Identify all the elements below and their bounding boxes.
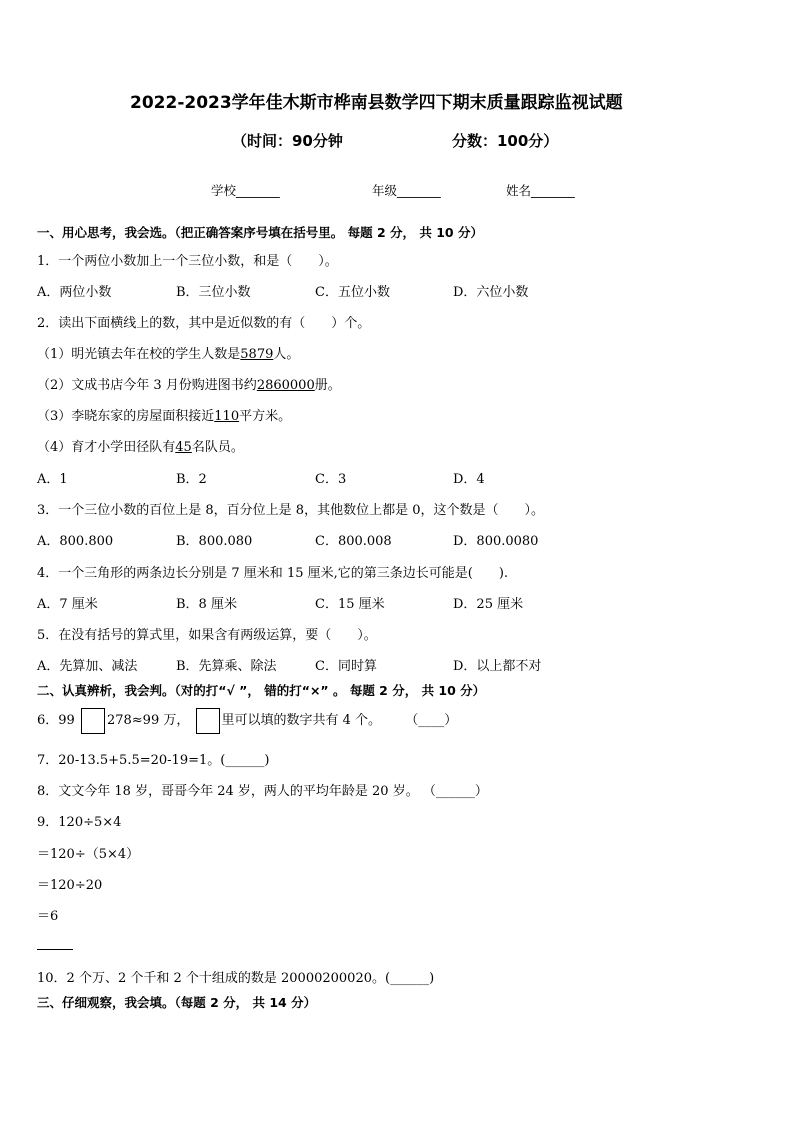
q9-step-1: ＝120÷（5×4）	[37, 847, 140, 862]
exam-time: （时间：90分钟	[232, 132, 343, 150]
q1-option-b: B．三位小数	[176, 285, 251, 300]
school-field: 学校_______	[211, 183, 280, 198]
q6-text-middle: 278≈99 万，	[106, 713, 190, 728]
q2-option-a: A．1	[37, 472, 68, 487]
q2-item-3-text: （3）李晓东家的房屋面积接近	[37, 409, 215, 424]
q3-option-a: A．800.800	[37, 534, 114, 549]
q3-option-c: C．800.008	[315, 534, 392, 549]
q1-option-a: A．两位小数	[37, 285, 112, 300]
page-title: 2022-2023学年佳木斯市桦南县数学四下期末质量跟踪监视试题	[130, 93, 623, 113]
q2-item-3	[37, 405, 291, 424]
q2-item-2-text: （2）文成书店今年 3 月份购进图书约	[37, 378, 257, 393]
question-5: 5．在没有括号的算式里，如果含有两级运算，要（ ）。	[37, 628, 377, 643]
q1-option-d: D．六位小数	[453, 285, 529, 300]
q2-option-b: B．2	[176, 472, 207, 487]
question-6	[37, 707, 457, 735]
q6-answer-box-ref	[196, 708, 220, 734]
question-9: 9．120÷5×4	[37, 815, 122, 830]
question-10: 10．2 个万、2 个千和 2 个十组成的数是 20000200020。(______)	[37, 971, 435, 986]
question-3: 3．一个三位小数的百位上是 8，百分位上是 8，其他数位上都是 0，这个数是（ ）。	[37, 503, 544, 518]
q5-option-a: A．先算加、减法	[37, 659, 138, 674]
q6-text-start: 6．99	[37, 713, 75, 728]
exam-score: 分数：100分）	[452, 132, 559, 150]
q2-item-1-text: （1）明光镇去年在校的学生人数是	[37, 347, 241, 362]
q2-item-2-number: 2860000	[256, 378, 315, 393]
grade-field: 年级_______	[372, 183, 441, 198]
q4-option-a: A．7 厘米	[37, 597, 98, 612]
q4-option-d: D．25 厘米	[453, 597, 524, 612]
q5-option-b: B．先算乘、除法	[176, 659, 277, 674]
question-1: 1．一个两位小数加上一个三位小数，和是（ ）。	[37, 254, 338, 269]
section-1-heading: 一、用心思考，我会选。（把正确答案序号填在括号里。 每题 2 分， 共 10 分）	[37, 225, 483, 240]
q2-option-c: C．3	[315, 472, 347, 487]
section-3-heading: 三、仔细观察，我会填。（每题 2 分， 共 14 分）	[37, 995, 317, 1010]
q2-item-1-tail: 人。	[273, 347, 300, 362]
q3-option-d: D．800.0080	[453, 534, 539, 549]
question-4: 4．一个三角形的两条边长分别是 7 厘米和 15 厘米,它的第三条边长可能是( ).	[37, 566, 509, 581]
q1-option-c: C．五位小数	[315, 285, 390, 300]
q2-item-3-tail: 平方米。	[239, 409, 292, 424]
q2-item-4-tail: 名队员。	[191, 440, 244, 455]
question-7: 7．20-13.5+5.5=20-19=1。(______)	[37, 753, 270, 768]
q9-step-3: ＝6	[37, 909, 59, 924]
question-8: 8．文文今年 18 岁，哥哥今年 24 岁，两人的平均年龄是 20 岁。 （______）	[37, 784, 488, 799]
q2-item-4	[37, 436, 244, 455]
q2-item-3-number: 110	[214, 409, 240, 424]
q4-option-b: B．8 厘米	[176, 597, 237, 612]
q2-option-d: D．4	[453, 472, 485, 487]
section-2-heading: 二、认真辨析，我会判。（对的打“√ ”， 错的打“×” 。 每题 2 分， 共 10 分）	[37, 683, 486, 698]
q2-item-1-number: 5879	[240, 347, 274, 362]
q5-option-c: C．同时算	[315, 659, 377, 674]
q9-answer-line	[37, 949, 73, 950]
q6-text-end: 里可以填的数字共有 4 个。	[221, 713, 382, 728]
q5-option-d: D．以上都不对	[453, 659, 542, 674]
q4-option-c: C．15 厘米	[315, 597, 385, 612]
name-field: 姓名_______	[506, 183, 575, 198]
q2-item-4-text: （4）育才小学田径队有	[37, 440, 176, 455]
q2-item-4-number: 45	[175, 440, 192, 455]
question-2: 2．读出下面横线上的数，其中是近似数的有（ ）个。	[37, 316, 371, 331]
q9-step-2: ＝120÷20	[37, 878, 103, 893]
q3-option-b: B．800.080	[176, 534, 253, 549]
q6-answer-box	[81, 708, 105, 734]
q2-item-2-tail: 册。	[314, 378, 341, 393]
q2-item-2	[37, 374, 341, 393]
q2-item-1	[37, 343, 299, 362]
q6-judge-blank: （____）	[405, 713, 458, 728]
